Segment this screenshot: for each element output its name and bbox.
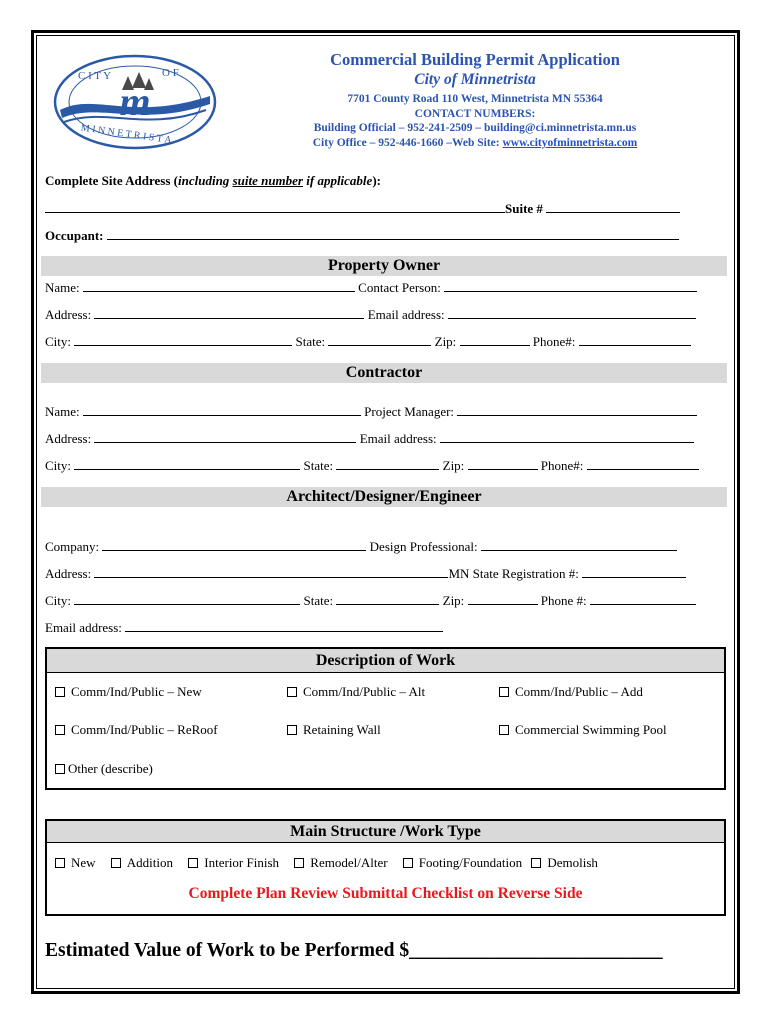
owner-address-label: Address: [45, 307, 92, 322]
design-professional-label: Design Professional: [369, 539, 478, 554]
checkbox-icon[interactable] [403, 858, 413, 868]
structure-option-demolish[interactable]: Demolish [531, 855, 598, 870]
checkbox-icon[interactable] [55, 858, 65, 868]
registration-field[interactable] [582, 567, 686, 578]
project-manager-label: Project Manager: [364, 404, 455, 419]
architect-heading: Architect/Designer/Engineer [41, 487, 727, 507]
checkbox-icon[interactable] [111, 858, 121, 868]
architect-email-label: Email address: [45, 620, 122, 635]
contractor-state-field[interactable] [336, 459, 439, 470]
suite-field[interactable] [546, 202, 680, 213]
architect-phone-label: Phone #: [540, 593, 587, 608]
checkbox-icon[interactable] [287, 725, 297, 735]
svg-text:m: m [119, 79, 151, 124]
owner-zip-label: Zip: [434, 334, 457, 349]
owner-city-label: City: [45, 334, 72, 349]
occupant-field[interactable] [107, 229, 679, 240]
structure-option-addition[interactable]: Addition [111, 855, 173, 870]
owner-phone-field[interactable] [579, 335, 691, 346]
description-of-work-box [45, 647, 726, 790]
suite-label: Suite # [505, 201, 543, 216]
svg-text:M I N N E T R I S T A: M I N N E T R I S T A [80, 122, 173, 147]
owner-row-3 [45, 334, 691, 350]
main-structure-box [45, 819, 726, 916]
owner-email-label: Email address: [367, 307, 445, 322]
description-of-work-heading: Description of Work [47, 649, 724, 673]
website-link[interactable]: www.cityofminnetrista.com [502, 137, 638, 149]
work-option-retaining-wall[interactable]: Retaining Wall [287, 722, 381, 738]
site-address-field[interactable] [45, 202, 505, 213]
owner-address-field[interactable] [94, 308, 364, 319]
architect-state-field[interactable] [336, 594, 439, 605]
contractor-zip-label: Zip: [442, 458, 465, 473]
structure-option-footing[interactable]: Footing/Foundation [403, 855, 522, 870]
occupant-row [45, 228, 679, 244]
contact-heading: CONTACT NUMBERS: [414, 108, 536, 120]
registration-label: MN State Registration #: [448, 566, 579, 581]
svg-text:C I T Y: C I T Y [78, 70, 112, 82]
owner-contact-field[interactable] [444, 281, 697, 292]
estimated-value-row [45, 940, 663, 962]
architect-zip-field[interactable] [468, 594, 538, 605]
owner-contact-label: Contact Person: [358, 280, 441, 295]
city-address: 7701 County Road 110 West, Minnetrista MN 55364 [347, 93, 603, 105]
company-label: Company: [45, 539, 100, 554]
checkbox-icon[interactable] [188, 858, 198, 868]
work-option-new[interactable]: Comm/Ind/Public – New [55, 684, 202, 700]
contractor-state-label: State: [303, 458, 334, 473]
contractor-zip-field[interactable] [468, 459, 538, 470]
design-professional-field[interactable] [481, 540, 677, 551]
owner-phone-label: Phone#: [532, 334, 576, 349]
work-option-reroof[interactable]: Comm/Ind/Public – ReRoof [55, 722, 218, 738]
site-address-label: Complete Site Address (including suite number if applicable): [45, 173, 381, 188]
architect-address-field[interactable] [94, 567, 448, 578]
owner-row-1 [45, 280, 697, 296]
estimated-value-label: Estimated Value of Work to be Performed $ [45, 940, 410, 961]
work-option-add[interactable]: Comm/Ind/Public – Add [499, 684, 643, 700]
structure-option-remodel[interactable]: Remodel/Alter [294, 855, 387, 870]
work-option-swimming-pool[interactable]: Commercial Swimming Pool [499, 722, 667, 738]
contractor-row-1 [45, 404, 697, 420]
project-manager-field[interactable] [457, 405, 697, 416]
contractor-address-label: Address: [45, 431, 92, 446]
checkbox-icon[interactable] [499, 687, 509, 697]
checkbox-icon[interactable] [531, 858, 541, 868]
owner-city-field[interactable] [74, 335, 292, 346]
building-official-contact: Building Official – 952-241-2509 – building@ci.minnetrista.mn.us [313, 122, 637, 134]
checkbox-icon[interactable] [287, 687, 297, 697]
structure-option-new[interactable]: New [55, 855, 96, 870]
architect-city-field[interactable] [74, 594, 300, 605]
city-office-text: City Office – 952-446-1660 –Web Site: [312, 137, 503, 149]
company-field[interactable] [102, 540, 366, 551]
architect-state-label: State: [303, 593, 334, 608]
checkbox-icon[interactable] [499, 725, 509, 735]
main-structure-heading: Main Structure /Work Type [47, 821, 724, 843]
occupant-label: Occupant: [45, 228, 104, 243]
checklist-notice: Complete Plan Review Submittal Checklist on Reverse Side [188, 885, 583, 902]
owner-state-field[interactable] [328, 335, 431, 346]
architect-zip-label: Zip: [442, 593, 465, 608]
architect-phone-field[interactable] [590, 594, 696, 605]
city-name: City of Minnetrista [414, 71, 536, 88]
checkbox-icon[interactable] [294, 858, 304, 868]
work-option-alt[interactable]: Comm/Ind/Public – Alt [287, 684, 425, 700]
structure-option-interior-finish[interactable]: Interior Finish [188, 855, 279, 870]
contractor-name-label: Name: [45, 404, 80, 419]
owner-name-field[interactable] [83, 281, 355, 292]
contractor-email-label: Email address: [359, 431, 437, 446]
contractor-city-field[interactable] [74, 459, 300, 470]
site-address-row [45, 201, 680, 217]
owner-email-field[interactable] [448, 308, 696, 319]
property-owner-heading: Property Owner [41, 256, 727, 276]
owner-row-2 [45, 307, 696, 323]
contractor-email-field[interactable] [440, 432, 694, 443]
structure-options-row [55, 855, 598, 871]
owner-name-label: Name: [45, 280, 80, 295]
architect-city-label: City: [45, 593, 72, 608]
architect-row-4 [45, 620, 443, 636]
checkbox-icon[interactable] [55, 687, 65, 697]
architect-row-1 [45, 539, 677, 555]
owner-zip-field[interactable] [460, 335, 530, 346]
contractor-address-field[interactable] [94, 432, 356, 443]
architect-row-2 [45, 566, 686, 582]
work-option-other[interactable]: Other (describe) [55, 761, 153, 777]
contractor-phone-label: Phone#: [540, 458, 584, 473]
contractor-heading: Contractor [41, 363, 727, 383]
contractor-row-2 [45, 431, 694, 447]
contractor-name-field[interactable] [83, 405, 361, 416]
contractor-city-label: City: [45, 458, 72, 473]
estimated-value-field[interactable]: __________________________ [409, 940, 663, 961]
form-title: Commercial Building Permit Application [330, 50, 620, 69]
owner-state-label: State: [295, 334, 326, 349]
architect-row-3 [45, 593, 696, 609]
contractor-phone-field[interactable] [587, 459, 699, 470]
architect-email-field[interactable] [125, 621, 443, 632]
city-office-contact [180, 137, 770, 149]
checkbox-icon[interactable] [55, 725, 65, 735]
checkbox-icon[interactable] [55, 764, 65, 774]
architect-address-label: Address: [45, 566, 92, 581]
contractor-row-3 [45, 458, 699, 474]
svg-text:O F: O F [162, 67, 179, 79]
